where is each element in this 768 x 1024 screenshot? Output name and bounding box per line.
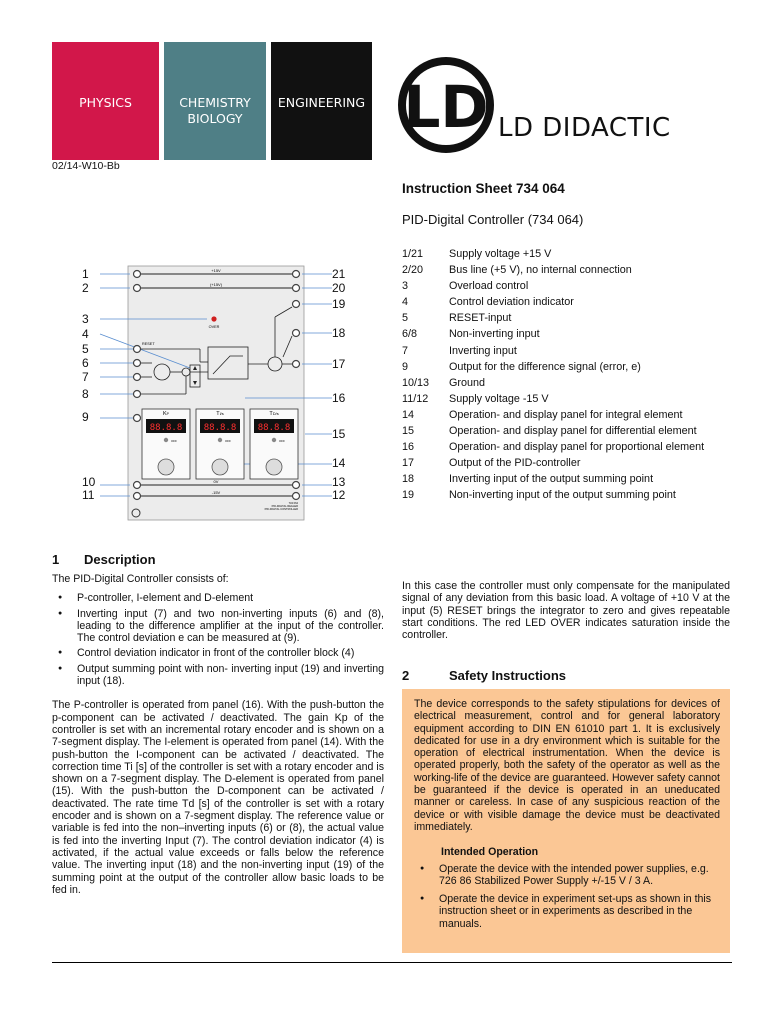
tile-label: BIOLOGY (187, 111, 243, 126)
rail-label-15v: +15V (211, 268, 221, 273)
description-intro: The PID-Digital Controller consists of: (52, 573, 229, 585)
callout-3: 3 (82, 312, 89, 326)
off-label: OFF (279, 439, 285, 443)
legend-key: 7 (402, 344, 409, 357)
legend-value: Non-inverting input of the output summing point (449, 489, 676, 502)
ld-logo-icon (398, 55, 498, 155)
chemistry-biology-tile (164, 42, 266, 160)
legend-row (402, 345, 704, 361)
callout-8: 8 (82, 387, 89, 401)
legend-row (402, 473, 704, 489)
ti-display: 88.8.8 (203, 423, 237, 433)
controller-panels (142, 409, 298, 479)
legend-key: 10/13 (402, 376, 430, 389)
logo-mark: LD (403, 73, 489, 141)
over-led (211, 316, 216, 321)
callout-1: 1 (82, 267, 89, 281)
description-continuation: In this case the controller must only compensate for the manipulated signal of any deviation from this basic load. A voltage of +10 V at the input (5) RESET brings the integrator to zero and gives repeatable start conditions. The red LED OVER indicates saturation inside the controller. (402, 580, 730, 642)
rail-label-0v: 0V (213, 479, 219, 484)
section-title: Safety Instructions (449, 668, 567, 683)
callout-9: 9 (82, 410, 89, 424)
physics-tile (52, 42, 159, 160)
kp-label: KP (162, 411, 170, 417)
sheet-title: Instruction Sheet 734 064 (402, 181, 565, 196)
description-bullets (52, 592, 384, 687)
legend-key: 5 (402, 312, 409, 325)
intended-operation-list (414, 863, 720, 930)
callout-18: 18 (332, 326, 346, 340)
legend-key: 15 (402, 425, 415, 438)
legend-row (402, 312, 704, 328)
list-item: ● Operate the device with the intended power supplies, e.g. 726 86 Stabilized Power Supply +/-15 V / 3 A. (414, 863, 720, 888)
legend-value: RESET-input (449, 312, 512, 325)
legend-value: Output of the PID-controller (449, 457, 581, 470)
section-description-heading (52, 552, 156, 567)
device-front-panel (80, 262, 370, 524)
legend-value: Non-inverting input (449, 328, 540, 341)
legend-key: 1/21 (402, 248, 424, 260)
legend-key: 4 (402, 296, 409, 309)
td-label: TD/s (269, 411, 279, 417)
legend-row (402, 264, 704, 280)
legend-key: 9 (402, 360, 409, 373)
legend-key: 6/8 (402, 328, 418, 341)
legend-row (402, 280, 704, 296)
callout-14: 14 (332, 456, 346, 470)
legend-value: Ground (449, 376, 486, 389)
callout-2: 2 (82, 281, 89, 295)
footer-rule (52, 962, 732, 963)
legend-row (402, 393, 704, 409)
off-label: OFF (225, 439, 231, 443)
over-label: OVER (208, 325, 220, 329)
tile-label: CHEMISTRY (179, 95, 251, 110)
rail-label-bus: (+15V) (209, 282, 223, 287)
legend-key: 18 (402, 473, 415, 486)
legend-key: 2/20 (402, 264, 424, 277)
list-item: ● P-controller, I-element and D-element (52, 592, 384, 604)
legend-key: 17 (402, 457, 415, 470)
legend-key: 16 (402, 441, 415, 454)
legend-row (402, 457, 704, 473)
callout-11: 11 (82, 488, 95, 502)
legend-value: Operation- and display panel for differential element (449, 425, 697, 438)
callout-19: 19 (332, 297, 346, 311)
callout-17: 17 (332, 357, 346, 371)
legend-row (402, 409, 704, 425)
intended-operation-heading: Intended Operation (441, 846, 539, 859)
legend-value: Supply voltage +15 V (449, 248, 552, 260)
legend-value: Operation- and display panel for integral element (449, 408, 683, 421)
callout-5: 5 (82, 342, 89, 356)
legend-row (402, 248, 704, 264)
callout-4: 4 (82, 327, 89, 341)
callout-13: 13 (332, 475, 346, 489)
doc-number: 02/14-W10-Bb (52, 160, 120, 172)
callout-21: 21 (332, 267, 346, 281)
callout-16: 16 (332, 391, 346, 405)
legend-key: 3 (402, 280, 409, 293)
legend-row (402, 361, 704, 377)
tile-label: ENGINEERING (277, 95, 366, 110)
section-safety-heading (402, 668, 566, 683)
section-number: 1 (52, 552, 60, 567)
rail-label-minus15v: -15V (211, 490, 221, 495)
list-item: ● Inverting input (7) and two non-inverting inputs (6) and (8), leading to the difference amplifier at the input of the controller. The control deviation e can be measured at (9). (52, 608, 384, 645)
legend-value: Operation- and display panel for proportional element (449, 441, 705, 454)
callout-6: 6 (82, 356, 89, 370)
safety-text: The device corresponds to the safety stipulations for devices of electrical measurement, control and for general laboratory equipment according to DIN EN 61010 part 1. It is exclusively dedicated for use in a dry environment which is suitable for the operation of electrical instrumentation. When the device is operated properly, both the safety of the operator as well as the working-life of the device are guaranteed. However safety cannot be guaranteed if the device is operated in an uneducated manner or careless. In case of any suspicious reaction of the device or with visible damage the device must be deactivated immediately. (414, 698, 720, 833)
list-item: ● Operate the device in experiment set-ups as shown in this instruction sheet or in experiments as described in the manuals. (414, 893, 720, 930)
tile-label: PHYSICS (79, 95, 132, 110)
legend-key: 14 (402, 408, 415, 421)
legend-value: Output for the difference signal (error, e) (449, 360, 641, 373)
legend-value: Supply voltage -15 V (449, 392, 549, 405)
description-block (52, 573, 384, 896)
component-legend (402, 248, 704, 506)
callout-20: 20 (332, 281, 346, 295)
logo-text: LD DIDACTIC (498, 113, 671, 143)
legend-value: Overload control (449, 280, 529, 293)
legend-row (402, 377, 704, 393)
reset-label: RESET (142, 342, 155, 346)
sheet-subtitle: PID-Digital Controller (734 064) (402, 212, 584, 227)
legend-row (402, 441, 704, 457)
safety-box (402, 689, 730, 953)
section-title: Description (84, 552, 156, 567)
legend-key: 19 (402, 489, 415, 502)
legend-row (402, 296, 704, 312)
device-diagram (80, 262, 370, 524)
legend-value: Inverting input of the output summing point (449, 473, 654, 486)
legend-row (402, 328, 704, 344)
legend-value: Inverting input (449, 344, 517, 357)
callout-15: 15 (332, 427, 346, 441)
engineering-tile (271, 42, 372, 160)
ti-label: TI/s (216, 411, 224, 417)
td-display: 88.8.8 (257, 423, 291, 433)
legend-row (402, 489, 704, 505)
legend-key: 11/12 (402, 392, 429, 405)
callout-7: 7 (82, 370, 89, 384)
description-body: The P-controller is operated from panel (16). With the push-button the p-component can be activated / deactivated. The gain Kp of the controller is set with an incremental rotary encoder and is shown on a 7-segment display. The I-element is operated from panel (14). With the push-button the I-component can be activated / deactivated. The correction time Ti [s] of the controller is set with a rotary encoder and is shown on a 7-segment display. The D-element is operated from panel (15). With the push-button the D-component can be activated / deactivated. The rate time Td [s] of the controller is set with a rotary encoder and is shown on a 7-segment display. The reference value or variable is fed into the non–inverting inputs (6) or (8), the actual value is fed into the inverting Input (7). The control deviation indicator (4) is activated, if the actual value exceeds or falls below the reference value. The inverting input (18) and the non-inverting input (19) of the summing point at the output of the controller allow basic loads to be fed in. (52, 699, 384, 896)
plate-caption: 734 064 PID-DIGITAL REGLER PID-DIGITAL CONTROLLER (264, 502, 298, 511)
kp-display: 88.8.8 (149, 423, 183, 433)
legend-row (402, 425, 704, 441)
callout-12: 12 (332, 488, 346, 502)
list-item: ● Output summing point with non- inverting input (19) and inverting input (18). (52, 663, 384, 688)
off-label: OFF (171, 439, 177, 443)
callout-10: 10 (82, 475, 96, 489)
legend-value: Control deviation indicator (449, 296, 574, 309)
legend-value: Bus line (+5 V), no internal connection (449, 264, 632, 277)
section-number: 2 (402, 668, 410, 683)
list-item: ● Control deviation indicator in front of the controller block (4) (52, 647, 384, 659)
